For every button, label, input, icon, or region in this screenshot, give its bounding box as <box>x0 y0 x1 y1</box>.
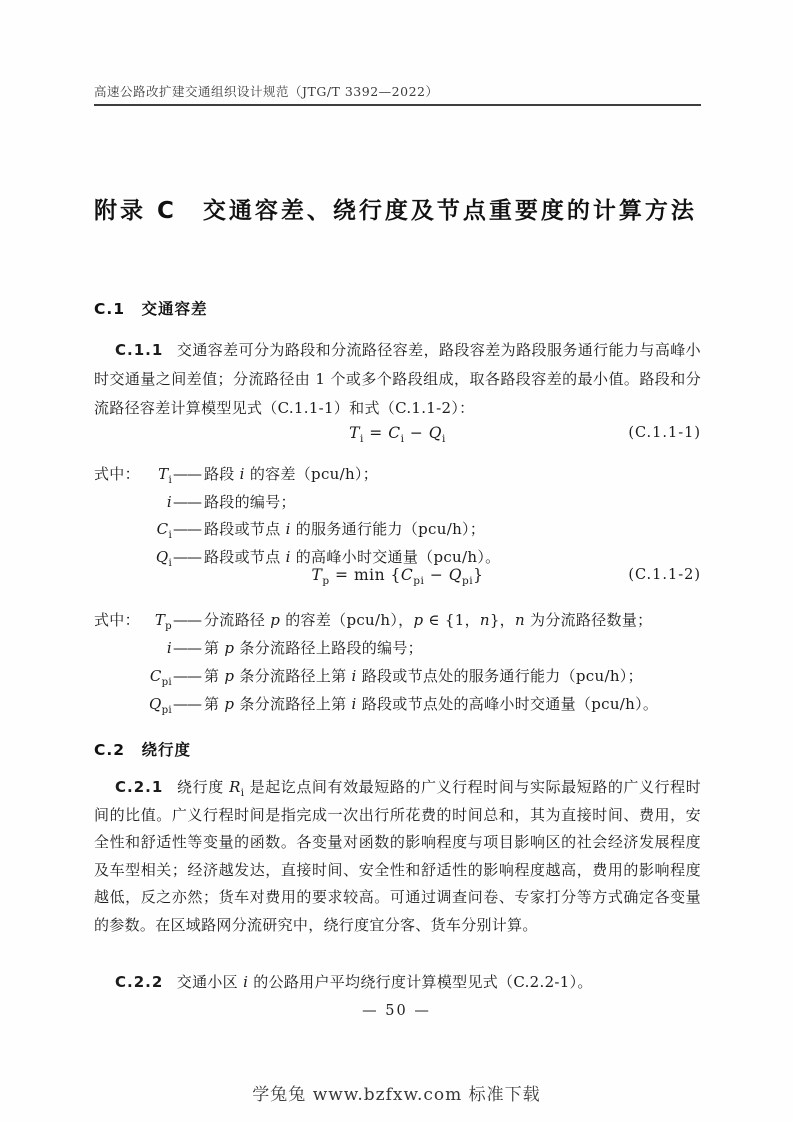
clause-c2-1-label: C.2.1 <box>115 778 164 796</box>
where-row <box>94 516 701 544</box>
paragraph-c2-1 <box>94 774 701 939</box>
where-dash: —— <box>173 520 201 538</box>
clause-c2-1-text: 绕行度 $R_i$ 是起讫点间有效最短路的广义行程时间与实际最短路的广义行程时间的比值。广义行程时间是指完成一次出行所花费的时间总和，其为直接时间、费用，安全性和舒适性等变量的函数。各变量对函数的影响程度与项目影响区的社会经济发展程度及车型相关；经济越发达，直接时间、安全性和舒适性的影响程度越高，费用的影响程度越低，反之亦然；货车对费用的要求较高。可通过调查问卷、专家打分等方式确定各变量的参数。在区域路网分流研究中，绕行度宜分客、货车分别计算。 <box>94 778 701 934</box>
where-dash: —— <box>173 611 201 629</box>
where-desc: 路段的编号； <box>204 492 296 511</box>
where-var: i <box>166 492 172 511</box>
where-var: i <box>166 639 172 657</box>
where-var: $T_p$ <box>154 611 172 632</box>
where-var: $C_i$ <box>156 520 172 541</box>
where-dash: —— <box>173 547 201 566</box>
where-desc: 第 p 条分流路径上第 i 路段或节点处的服务通行能力（pcu/h）； <box>204 667 643 685</box>
where-desc: 分流路径 p 的容差（pcu/h），p ∈ {1，n}，n 为分流路径数量； <box>204 611 653 629</box>
where-dash: —— <box>173 465 201 483</box>
where-row <box>94 489 701 517</box>
running-header: 高速公路改扩建交通组织设计规范（JTG/T 3392—2022） <box>94 84 439 99</box>
where-var: $Q_{pi}$ <box>149 695 172 716</box>
clause-c2-2-label: C.2.2 <box>115 973 164 991</box>
section-c2-heading: C.2 绕行度 <box>94 741 192 759</box>
equation-number: (C.1.1-1) <box>628 425 701 441</box>
where-dash: —— <box>173 639 201 657</box>
clause-c2-2-text: 交通小区 i 的公路用户平均绕行度计算模型见式（C.2.2-1）。 <box>176 973 593 991</box>
where-row <box>94 690 701 718</box>
where-desc: 路段 i 的容差（pcu/h）； <box>204 465 379 483</box>
where-var: $C_{pi}$ <box>149 667 172 688</box>
where-intro: 式中： <box>94 465 140 483</box>
where-list-2 <box>94 606 701 718</box>
watermark: 学兔兔 www.bzfxw.com 标准下载 <box>252 1085 541 1105</box>
where-row <box>94 662 701 690</box>
appendix-title: 附录 C 交通容差、绕行度及节点重要度的计算方法 <box>94 198 697 224</box>
where-intro: 式中： <box>94 611 140 629</box>
where-dash: —— <box>173 695 201 713</box>
where-var: $T_i$ <box>158 465 172 486</box>
section-c1-heading: C.1 交通容差 <box>94 300 208 318</box>
equation-formula: $T_p = \min \{C_{pi} - Q_{pi}\}$ <box>311 566 484 588</box>
where-list-1 <box>94 461 701 571</box>
where-var: $Q_i$ <box>155 547 172 569</box>
where-desc: 第 p 条分流路径上路段的编号； <box>204 639 423 657</box>
where-desc: 路段或节点 i 的高峰小时交通量（pcu/h）。 <box>204 547 501 566</box>
where-dash: —— <box>173 492 201 511</box>
where-desc: 第 p 条分流路径上第 i 路段或节点处的高峰小时交通量（pcu/h）。 <box>204 695 659 713</box>
equation-c1-1-1 <box>94 424 701 454</box>
where-desc: 路段或节点 i 的服务通行能力（pcu/h）； <box>204 520 486 538</box>
clause-c1-1-label: C.1.1 <box>115 341 164 359</box>
where-dash: —— <box>173 667 201 685</box>
header-rule <box>94 104 701 106</box>
paragraph-c2-2 <box>94 968 701 997</box>
equation-number: (C.1.1-2) <box>628 567 701 583</box>
where-row <box>94 461 701 489</box>
where-row <box>94 606 701 634</box>
clause-c1-1-text: 交通容差可分为路段和分流路径容差，路段容差为路段服务通行能力与高峰小时交通量之间差值；分流路径由 1 个或多个路段组成，取各路段容差的最小值。路段和分流路径容差计算模型见式（C.1.1-1）和式（C.1.1-2）： <box>94 341 701 417</box>
where-row <box>94 634 701 662</box>
paragraph-c1-1 <box>94 336 701 423</box>
equation-c1-1-2 <box>94 566 701 596</box>
equation-formula: $T_i = C_i - Q_i$ <box>349 424 446 446</box>
page-number: — 50 — <box>362 1003 431 1019</box>
